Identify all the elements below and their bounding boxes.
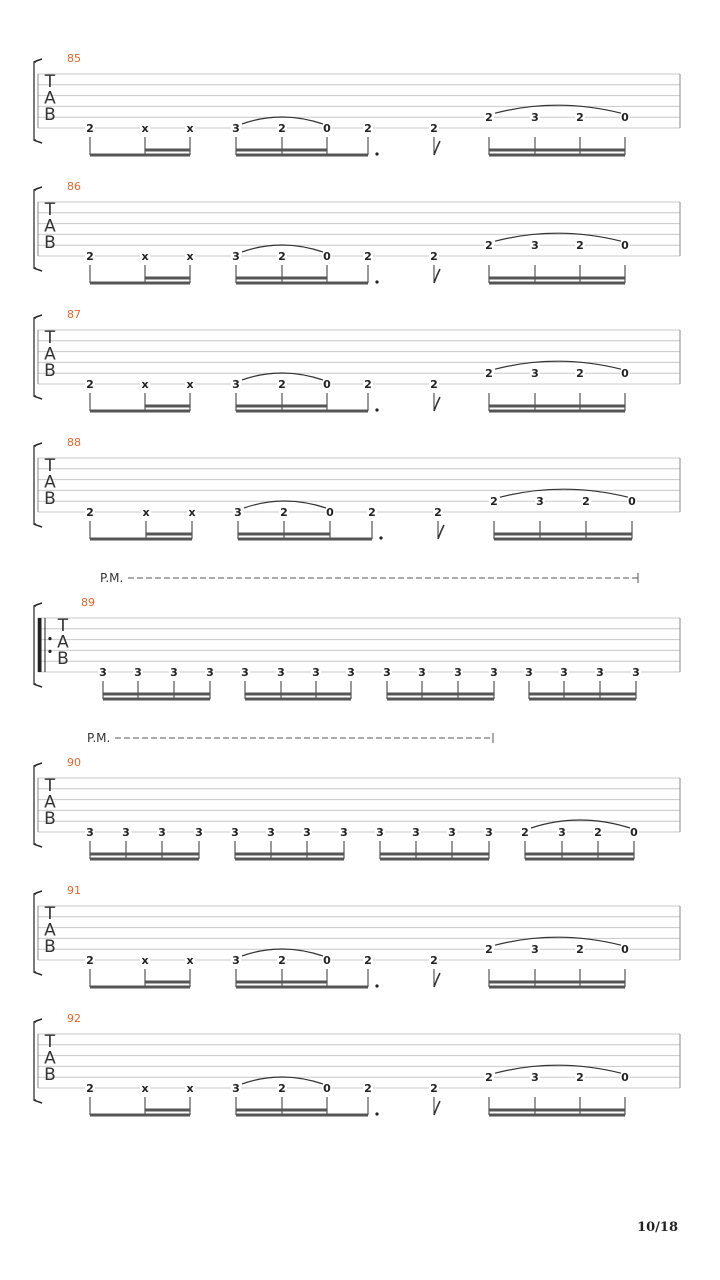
fret-number: x [141,250,149,263]
fret-number: 3 [158,826,166,839]
fret-number: 3 [312,666,320,679]
tab-clef-letter: B [44,937,56,957]
fret-number: 3 [490,666,498,679]
fret-number: 0 [621,943,629,957]
bracket-hook [34,891,42,894]
fret-number: 3 [232,954,240,967]
fret-number: 2 [490,495,498,509]
fret-number: 3 [531,111,539,125]
fret-number: 2 [278,378,286,391]
system-bracket [34,446,36,524]
fret-number: 2 [86,378,94,391]
beam [489,986,625,989]
system-bracket [34,318,36,396]
bracket-hook [34,59,42,62]
fret-number: 3 [122,826,130,839]
tab-clef-letter: A [44,792,56,813]
tab-system [34,180,680,285]
beam [236,410,368,413]
measure-number: 91 [67,884,81,897]
beam [145,149,190,152]
bracket-hook [34,268,42,271]
palm-mute-label: P.M. [87,731,111,745]
repeat-dot [48,637,51,640]
beam [529,693,636,696]
dot [379,536,382,539]
fret-number: 2 [485,1071,493,1085]
tab-clef-letter: T [44,1032,56,1052]
fret-number: 2 [86,954,94,967]
dot [375,152,378,155]
note-flag [434,397,440,411]
bracket-hook [34,972,42,975]
beam [238,533,330,536]
beam [146,533,192,536]
fret-number: 2 [582,495,590,509]
fret-number: 2 [430,122,438,135]
fret-number: x [186,1082,194,1095]
fret-number: 3 [525,666,533,679]
fret-number: 3 [347,666,355,679]
fret-number: 2 [576,1071,584,1085]
fret-number: 2 [576,111,584,125]
fret-number: x [141,954,149,967]
system-bracket [34,606,36,684]
measure-number: 88 [67,436,81,449]
beam [489,1109,625,1112]
fret-number: 3 [232,250,240,263]
bracket-hook [34,844,42,847]
tab-clef-letter: B [44,233,56,253]
bracket-hook [34,396,42,399]
fret-number: 2 [430,954,438,967]
fret-number: 3 [412,826,420,839]
beam [145,277,190,280]
fret-number: 2 [430,378,438,391]
beam [103,693,210,696]
beam [236,981,327,984]
fret-number: 2 [86,250,94,263]
fret-number: 3 [195,826,203,839]
beam [489,410,625,413]
beam [489,282,625,285]
tab-system [34,1012,680,1117]
fret-number: x [141,122,149,135]
tab-system [34,52,680,157]
beam [236,1109,327,1112]
beam [236,154,368,157]
fret-number: 3 [340,826,348,839]
bracket-hook [34,315,42,318]
fret-number: 2 [430,1082,438,1095]
fret-number: 3 [277,666,285,679]
fret-number: 2 [86,1082,94,1095]
tab-system [34,571,680,701]
tab-clef-letter: B [44,809,56,829]
fret-number: 0 [621,1071,629,1085]
beam [238,538,372,541]
beam [90,1114,190,1117]
fret-number: 3 [536,495,544,509]
beam [387,693,494,696]
bracket-hook [34,443,42,446]
tab-system [34,731,680,861]
system-bracket [34,766,36,844]
fret-number: 3 [632,666,640,679]
beam [236,149,327,152]
bracket-hook [34,1100,42,1103]
fret-number: 3 [558,826,566,839]
beam [489,405,625,408]
fret-number: 3 [134,666,142,679]
fret-number: 0 [621,111,629,125]
tab-clef-letter: A [44,920,56,941]
fret-number: 2 [364,1082,372,1095]
beam [489,154,625,157]
fret-number: 2 [278,954,286,967]
fret-number: x [186,122,194,135]
beam [236,405,327,408]
repeat-dot [48,650,51,653]
fret-number: 2 [368,506,376,519]
fret-number: 2 [278,1082,286,1095]
fret-number: 2 [364,954,372,967]
dot [375,1112,378,1115]
tab-clef-letter: A [44,344,56,365]
fret-number: 3 [99,666,107,679]
fret-number: 0 [323,250,331,263]
fret-number: 3 [596,666,604,679]
fret-number: 3 [267,826,275,839]
note-flag [434,1101,440,1115]
tab-clef-letter: T [44,72,56,92]
beam [145,1109,190,1112]
tab-system [34,308,680,413]
note-flag [434,973,440,987]
bracket-hook [34,140,42,143]
fret-number: 3 [448,826,456,839]
fret-number: 2 [485,367,493,381]
fret-number: 3 [86,826,94,839]
bracket-hook [34,603,42,606]
beam [529,698,636,701]
tab-clef-letter: A [57,632,69,653]
fret-number: 0 [323,378,331,391]
fret-number: 3 [531,1071,539,1085]
measure-number: 85 [67,52,81,65]
fret-number: x [188,506,196,519]
fret-number: 3 [485,826,493,839]
fret-number: 2 [576,367,584,381]
measure-number: 87 [67,308,81,321]
beam [145,405,190,408]
fret-number: 3 [234,506,242,519]
fret-number: 2 [86,506,94,519]
beam [90,282,190,285]
fret-number: 3 [232,122,240,135]
tab-system [34,436,680,541]
fret-number: 3 [454,666,462,679]
bracket-hook [34,1019,42,1022]
tab-system [34,884,680,989]
fret-number: 3 [170,666,178,679]
fret-number: 3 [418,666,426,679]
fret-number: 3 [531,239,539,253]
beam [90,853,199,856]
fret-number: 2 [485,239,493,253]
fret-number: 3 [231,826,239,839]
tab-clef-letter: A [44,1048,56,1069]
tab-clef-letter: T [44,456,56,476]
tab-clef-letter: T [57,616,69,636]
fret-number: 3 [531,943,539,957]
tab-clef-letter: B [44,361,56,381]
fret-number: 2 [485,943,493,957]
beam [489,277,625,280]
fret-number: 3 [232,1082,240,1095]
beam [525,858,634,861]
fret-number: 3 [206,666,214,679]
dot [375,280,378,283]
bracket-hook [34,684,42,687]
fret-number: 2 [485,111,493,125]
fret-number: 0 [621,367,629,381]
tab-clef-letter: T [44,200,56,220]
page-number: 10/18 [637,1220,678,1235]
fret-number: 2 [86,122,94,135]
tab-clef-letter: B [57,649,69,669]
bracket-hook [34,187,42,190]
fret-number: x [186,954,194,967]
tab-clef-letter: B [44,1065,56,1085]
tab-clef-letter: B [44,489,56,509]
palm-mute-label: P.M. [100,571,124,585]
fret-number: 2 [364,122,372,135]
fret-number: 2 [278,250,286,263]
system-bracket [34,62,36,140]
beam [236,277,327,280]
beam [380,853,489,856]
note-flag [434,269,440,283]
beam [387,698,494,701]
fret-number: x [186,250,194,263]
fret-number: x [141,378,149,391]
dot [375,984,378,987]
fret-number: x [142,506,150,519]
tab-clef-letter: T [44,328,56,348]
beam [103,698,210,701]
beam [235,853,344,856]
fret-number: 0 [323,954,331,967]
fret-number: 2 [576,239,584,253]
fret-number: x [186,378,194,391]
note-flag [438,525,444,539]
tab-clef-letter: A [44,472,56,493]
beam [235,858,344,861]
fret-number: 2 [280,506,288,519]
fret-number: 2 [364,250,372,263]
fret-number: 0 [323,1082,331,1095]
beam [245,698,351,701]
bracket-hook [34,763,42,766]
fret-number: 0 [326,506,334,519]
measure-number: 90 [67,756,81,769]
beam [90,858,199,861]
fret-number: 3 [232,378,240,391]
fret-number: 3 [383,666,391,679]
beam [90,154,190,157]
fret-number: x [141,1082,149,1095]
note-flag [434,141,440,155]
beam [494,538,632,541]
tab-clef-letter: B [44,105,56,125]
tab-clef-letter: A [44,216,56,237]
tab-clef-letter: T [44,904,56,924]
fret-number: 0 [630,826,638,839]
beam [525,853,634,856]
fret-number: 3 [531,367,539,381]
beam [90,538,192,541]
fret-number: 0 [621,239,629,253]
tab-clef-letter: A [44,88,56,109]
fret-number: 3 [560,666,568,679]
repeat-thick-bar [38,618,42,672]
fret-number: 2 [278,122,286,135]
beam [145,981,190,984]
fret-number: 3 [303,826,311,839]
system-bracket [34,894,36,972]
fret-number: 2 [521,826,529,839]
beam [380,858,489,861]
beam [489,1114,625,1117]
beam [90,410,190,413]
fret-number: 3 [241,666,249,679]
fret-number: 3 [376,826,384,839]
system-bracket [34,1022,36,1100]
beam [245,693,351,696]
system-bracket [34,190,36,268]
fret-number: 0 [323,122,331,135]
beam [236,1114,368,1117]
measure-number: 86 [67,180,81,193]
beam [90,986,190,989]
fret-number: 2 [576,943,584,957]
beam [494,533,632,536]
beam [489,149,625,152]
beam [236,986,368,989]
fret-number: 2 [364,378,372,391]
bracket-hook [34,524,42,527]
measure-number: 92 [67,1012,81,1025]
fret-number: 2 [434,506,442,519]
dot [375,408,378,411]
beam [236,282,368,285]
fret-number: 0 [628,495,636,509]
fret-number: 2 [594,826,602,839]
measure-number: 89 [81,596,95,609]
fret-number: 2 [430,250,438,263]
beam [489,981,625,984]
tab-clef-letter: T [44,776,56,796]
